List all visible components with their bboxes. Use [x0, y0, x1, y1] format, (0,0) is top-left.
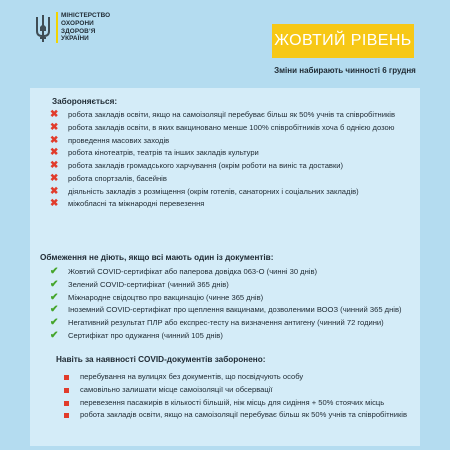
restrictions-panel — [30, 88, 420, 446]
ministry-name-line: УКРАЇНИ — [61, 35, 89, 43]
green-check-icon: ✔ — [50, 266, 59, 277]
red-square-icon — [64, 375, 69, 380]
green-check-icon: ✔ — [50, 291, 59, 303]
list-item: ✔ Сертифікат про одужання (чинний 105 днів) — [50, 329, 223, 341]
red-cross-icon: ✖ — [50, 160, 59, 172]
list-item: робота закладів освіти, якщо на самоізоляції перебуває більш як 50% учнів та співробітників — [30, 410, 412, 420]
list-item: ✖ міжобласні та міжнародні перевезення — [50, 198, 205, 210]
prohibited-title: Забороняється: — [52, 97, 118, 106]
red-cross-icon: ✖ — [50, 109, 59, 120]
ministry-logo — [34, 12, 110, 43]
red-cross-icon: ✖ — [50, 172, 59, 184]
list-item: ✔ Іноземний COVID-сертифікат про щеплення вакцинами, дозволеними ВООЗ (чинний 365 днів) — [50, 304, 402, 316]
forbidden-list — [30, 372, 412, 423]
list-item: ✖ робота закладів громадського харчування (окрім роботи на виніс та доставки) — [50, 160, 344, 172]
list-item: ✖ робота закладів освіти, якщо на самоізоляції перебуває більш як 50% учнів та співробітників — [50, 109, 396, 120]
ministry-name-line: ОХОРОНИ — [61, 19, 94, 27]
ministry-name — [56, 12, 110, 43]
forbidden-title: Навіть за наявності COVID-документів заборонено: — [56, 355, 266, 364]
red-cross-icon: ✖ — [50, 147, 59, 159]
red-square-icon — [64, 413, 69, 418]
trident-icon — [34, 13, 52, 43]
red-square-icon — [64, 388, 69, 393]
ministry-name-line: МІНІСТЕРСТВО — [61, 12, 111, 19]
list-item: ✔ Зелений COVID-сертифікат (чинний 365 днів) — [50, 278, 229, 290]
yellow-level-badge: ЖОВТИЙ РІВЕНЬ — [272, 24, 414, 58]
list-item: ✖ проведення масових заходів — [50, 134, 170, 146]
list-item: ✔ Негативний результат ПЛР або експрес-тесту на визначення антигену (чинний 72 години) — [50, 317, 384, 329]
red-cross-icon: ✖ — [50, 134, 59, 146]
list-item: ✖ робота закладів освіти, в яких вакциновано менше 100% співробітників хоча б однією дозою — [50, 121, 395, 133]
list-item: ✖ робота кінотеатрів, театрів та інших закладів культури — [50, 147, 259, 159]
green-check-icon: ✔ — [50, 329, 59, 341]
ministry-name-line: ЗДОРОВʼЯ — [61, 27, 96, 35]
list-item: перевезення пасажирів в кількості більшій, ніж місць для сидіння + 50% стоячих місць — [30, 398, 412, 408]
prohibited-list — [30, 110, 412, 212]
green-check-icon: ✔ — [50, 317, 59, 329]
red-cross-icon: ✖ — [50, 121, 59, 133]
lifted-list — [30, 267, 412, 344]
list-item: перебування на вулицях без документів, що посвідчують особу — [30, 372, 412, 382]
red-cross-icon: ✖ — [50, 185, 59, 197]
green-check-icon: ✔ — [50, 278, 59, 290]
list-item: ✔ Жовтий COVID-сертифікат або паперова довідка 063-О (чинні 30 днів) — [50, 266, 318, 277]
lifted-title: Обмеження не діють, якщо всі мають один із документів: — [40, 253, 274, 262]
list-item: самовільно залишати місце самоізоляції чи обсервації — [30, 385, 412, 395]
red-square-icon — [64, 401, 69, 406]
list-item: ✖ робота спортзалів, басейнів — [50, 172, 167, 184]
list-item: ✖ діяльність закладів з розміщення (окрім готелів, санаторних і соціальних закладів) — [50, 185, 359, 197]
green-check-icon: ✔ — [50, 304, 59, 316]
effective-date: Зміни набирають чинності 6 грудня — [274, 66, 416, 75]
red-cross-icon: ✖ — [50, 198, 59, 210]
list-item: ✔ Міжнародне свідоцтво про вакцинацію (чинне 365 днів) — [50, 291, 264, 303]
